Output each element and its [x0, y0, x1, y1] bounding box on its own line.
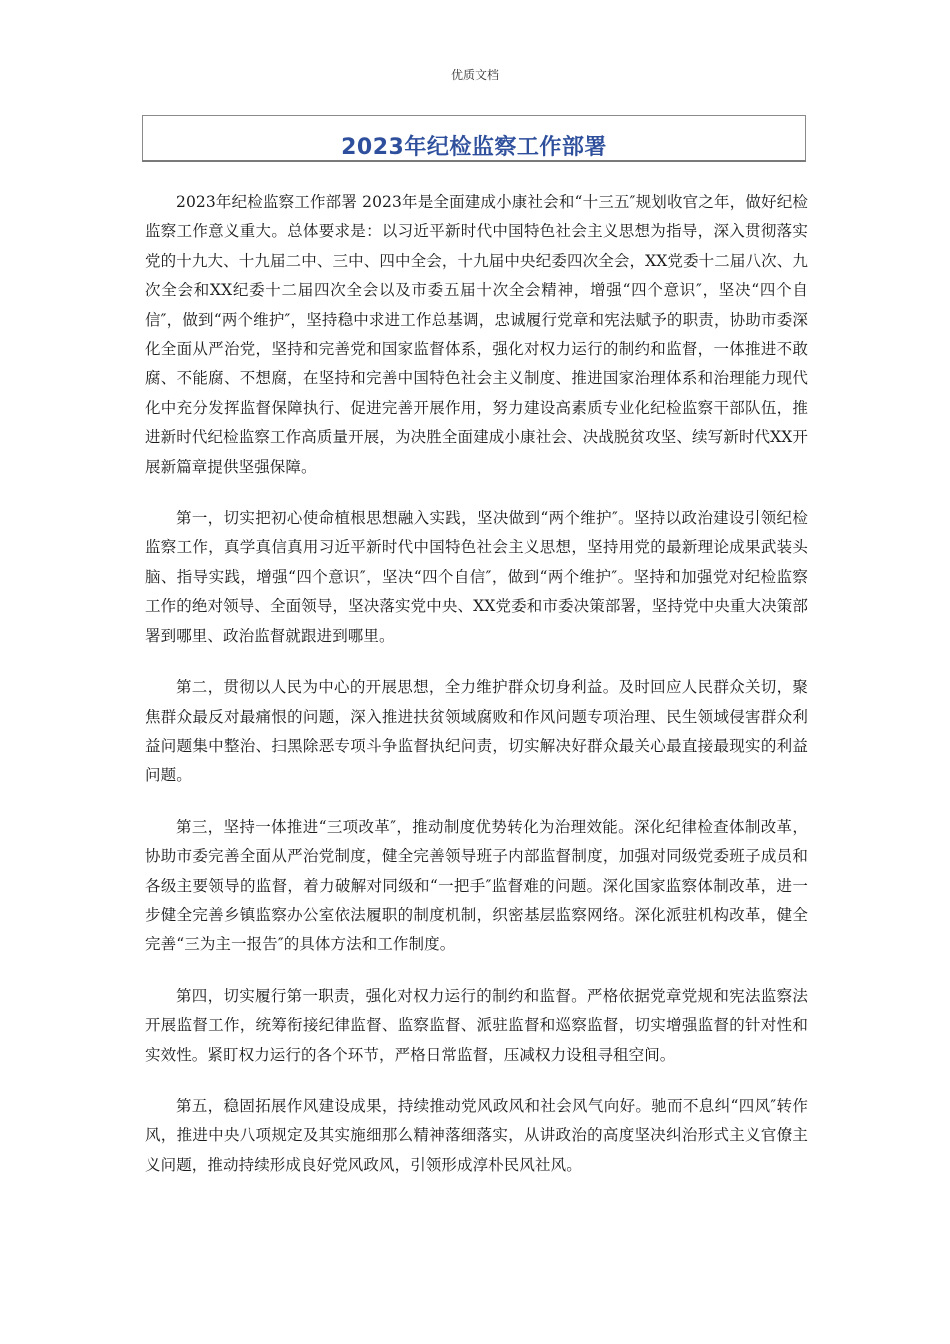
paragraph-intro: 2023年纪检监察工作部署 2023年是全面建成小康社会和“十三五″规划收官之年，做好纪检监察工作意义重大。总体要求是：以习近平新时代中国特色社会主义思想为指导，深入贯彻落实党的十九大、十九届二中、三中、四中全会，十九届中央纪委四次全会，XX党委十二届八次、九次全会和XX纪委十二届四次全会以及市委五届十次全会精神，增强“四个意识″，坚决“四个自信″，做到“两个维护″，坚持稳中求进工作总基调，忠诚履行党章和宪法赋予的职责，协助市委深化全面从严治党，坚持和完善党和国家监督体系，强化对权力运行的制约和监督，一体推进不敢腐、不能腐、不想腐，在坚持和完善中国特色社会主义制度、推进国家治理体系和治理能力现代化中充分发挥监督保障执行、促进完善开展作用，努力建设高素质专业化纪检监察干部队伍，推进新时代纪检监察工作高质量开展，为决胜全面建成小康社会、决战脱贫攻坚、续写新时代XX开展新篇章提供坚强保障。	[145, 193, 808, 476]
document-body	[145, 188, 808, 1202]
paragraph-third: 第三，坚持一体推进“三项改革″，推动制度优势转化为治理效能。深化纪律检查体制改革，协助市委完善全面从严治党制度，健全完善领导班子内部监督制度，加强对同级党委班子成员和各级主要领导的监督，着力破解对同级和“一把手″监督难的问题。深化国家监察体制改革，进一步健全完善乡镇监察办公室依法履职的制度机制，织密基层监察网络。深化派驻机构改革，健全完善“三为主一报告″的具体方法和工作制度。	[145, 817, 808, 954]
paragraph-second: 第二，贯彻以人民为中心的开展思想，全力维护群众切身利益。及时回应人民群众关切，聚焦群众最反对最痛恨的问题，深入推进扶贫领域腐败和作风问题专项治理、民生领域侵害群众利益问题集中整治、扫黑除恶专项斗争监督执纪问责，切实解决好群众最关心最直接最现实的利益问题。	[145, 678, 808, 785]
paragraph-fifth: 第五，稳固拓展作风建设成果，持续推动党风政风和社会风气向好。驰而不息纠“四风″转作风，推进中央八项规定及其实施细那么精神落细落实，从讲政治的高度坚决纠治形式主义官僚主义问题，推动持续形成良好党风政风，引领形成淳朴民风社风。	[145, 1096, 808, 1174]
document-title: 2023年纪检监察工作部署	[341, 135, 607, 160]
paragraph-fourth: 第四，切实履行第一职责，强化对权力运行的制约和监督。严格依据党章党规和宪法监察法开展监督工作，统筹衔接纪律监督、监察监督、派驻监督和巡察监督，切实增强监督的针对性和实效性。紧盯权力运行的各个环节，严格日常监督，压减权力设租寻租空间。	[145, 986, 808, 1064]
paragraph-first: 第一，切实把初心使命植根思想融入实践，坚决做到“两个维护″。坚持以政治建设引领纪检监察工作，真学真信真用习近平新时代中国特色社会主义思想，坚持用党的最新理论成果武装头脑、指导实践，增强“四个意识″，坚决“四个自信″，做到“两个维护″。坚持和加强党对纪检监察工作的绝对领导、全面领导，坚决落实党中央、XX党委和市委决策部署，坚持党中央重大决策部署到哪里、政治监督就跟进到哪里。	[145, 509, 808, 645]
page-header: 优质文档	[450, 68, 499, 82]
